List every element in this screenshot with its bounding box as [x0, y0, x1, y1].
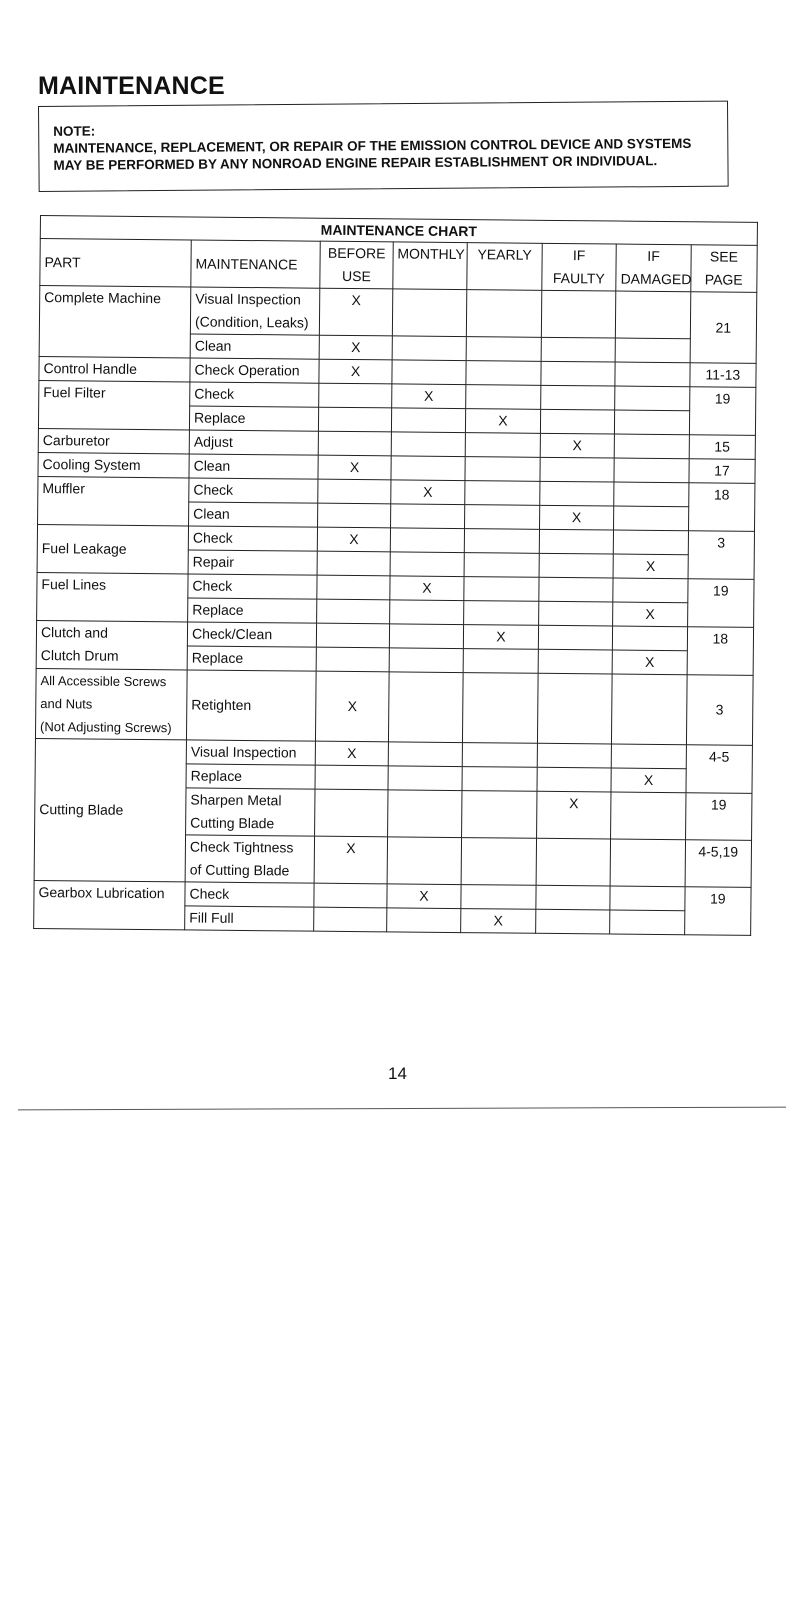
page-ref: 21 [690, 292, 757, 364]
header-part: PART [40, 239, 191, 287]
part-cell: Cutting Blade [34, 738, 186, 881]
task-cell: Adjust [189, 430, 319, 455]
page-ref: 19 [685, 793, 752, 841]
task-cell: Check [190, 382, 320, 407]
task-cell: Repair [188, 550, 318, 575]
check-mark: X [319, 335, 392, 360]
page-divider [18, 1107, 786, 1111]
check-mark: X [390, 480, 465, 505]
part-cell: Cooling System [38, 452, 189, 477]
task-cell: Visual Inspection (Condition, Leaks) [190, 287, 320, 335]
task-cell: Clean [189, 454, 319, 479]
task-cell: Check [185, 882, 315, 907]
task-cell: Replace [189, 406, 319, 431]
part-cell: Clutch and Clutch Drum [36, 620, 187, 669]
table-row [39, 286, 756, 340]
check-mark: X [318, 527, 391, 552]
part-cell: Complete Machine [39, 286, 191, 358]
task-cell: Replace [187, 646, 317, 671]
chart-title: MAINTENANCE CHART [40, 216, 757, 246]
check-mark: X [319, 359, 392, 384]
part-cell: Gearbox Lubrication [34, 880, 185, 929]
task-cell: Replace [186, 764, 316, 789]
check-mark: X [320, 288, 393, 336]
page-ref: 19 [689, 387, 756, 436]
page-ref: 4-5 [686, 745, 753, 794]
part-cell: Muffler [38, 476, 189, 525]
task-cell: Sharpen Metal Cutting Blade [186, 788, 316, 836]
task-cell: Check [189, 478, 319, 503]
header-row [40, 239, 757, 293]
note-box [38, 101, 729, 192]
check-mark: X [613, 554, 688, 579]
page-ref: 18 [688, 483, 755, 532]
task-cell: Check [188, 574, 318, 599]
table-row [35, 668, 753, 745]
check-mark: X [316, 741, 389, 766]
check-mark: X [536, 791, 611, 839]
part-cell: Fuel Lines [37, 572, 188, 621]
check-mark: X [613, 602, 688, 627]
note-text: MAINTENANCE, REPLACEMENT, OR REPAIR OF THE EMISSION CONTROL DEVICE AND SYSTEMS MAY BE PERFORMED BY ANY NONROAD ENGINE REPAIR ESTABLISHMENT OR INDIVIDUAL. [53, 135, 692, 173]
maintenance-table [33, 215, 758, 936]
header-before-use: BEFORE USE [320, 241, 393, 289]
task-cell: Check Operation [190, 358, 320, 383]
page-ref: 11-13 [690, 363, 757, 388]
check-mark: X [314, 836, 387, 884]
check-mark: X [611, 768, 686, 793]
page-ref: 18 [687, 627, 754, 676]
task-cell: Fill Full [185, 906, 315, 931]
header-if-damaged: IF DAMAGED [616, 244, 691, 292]
part-cell: Fuel Leakage [37, 524, 188, 573]
page-title: MAINTENANCE [38, 72, 225, 100]
check-mark: X [612, 650, 687, 675]
task-cell: Clean [189, 502, 319, 527]
check-mark: X [466, 409, 541, 434]
part-cell: All Accessible Screws and Nuts (Not Adjusting Screws) [35, 668, 187, 739]
header-maintenance: MAINTENANCE [191, 240, 321, 288]
check-mark: X [387, 884, 462, 909]
page-ref: 19 [684, 887, 751, 936]
task-cell: Check Tightness of Cutting Blade [185, 835, 315, 883]
page-ref: 4-5,19 [685, 840, 752, 888]
task-cell: Check/Clean [187, 622, 317, 647]
part-cell: Control Handle [39, 356, 190, 381]
page-ref: 3 [686, 675, 753, 746]
check-mark: X [461, 909, 536, 934]
note-label: NOTE: [53, 123, 96, 139]
task-cell: Clean [190, 334, 320, 359]
task-cell: Replace [188, 598, 318, 623]
page-ref: 3 [688, 531, 755, 580]
task-cell: Visual Inspection [186, 740, 316, 765]
page-ref: 17 [689, 459, 756, 484]
page-ref: 15 [689, 435, 756, 460]
page-ref: 19 [687, 579, 754, 628]
task-cell: Retighten [186, 670, 316, 741]
maintenance-chart [33, 215, 758, 936]
header-if-faulty: IF FAULTY [542, 243, 617, 291]
check-mark: X [539, 505, 614, 530]
check-mark: X [540, 433, 615, 458]
check-mark: X [316, 671, 389, 742]
page-number: 14 [388, 1064, 407, 1083]
header-yearly: YEARLY [467, 243, 542, 291]
part-cell: Carburetor [38, 428, 189, 453]
check-mark: X [390, 576, 465, 601]
check-mark: X [464, 625, 539, 650]
check-mark: X [391, 384, 466, 409]
header-monthly: MONTHLY [393, 242, 468, 290]
header-see-page: SEE PAGE [690, 245, 757, 293]
part-cell: Fuel Filter [38, 380, 189, 429]
task-cell: Check [188, 526, 318, 551]
check-mark: X [318, 455, 391, 480]
